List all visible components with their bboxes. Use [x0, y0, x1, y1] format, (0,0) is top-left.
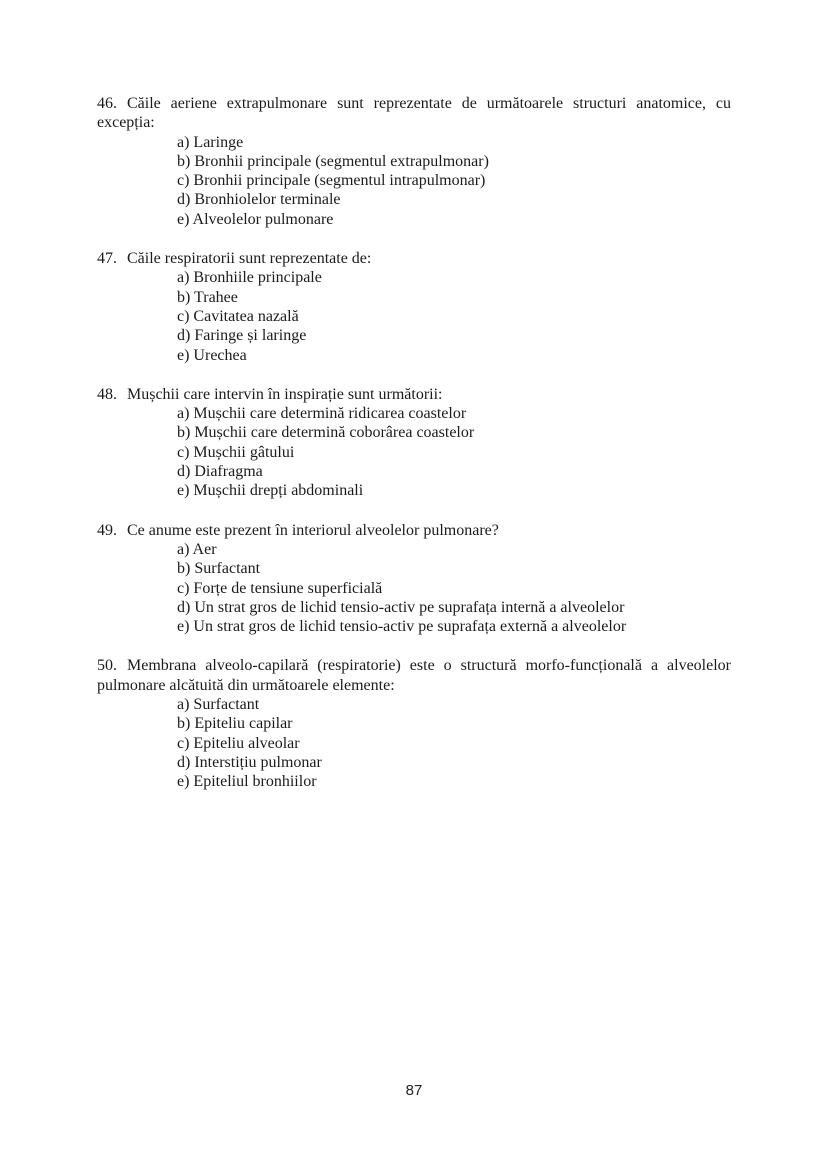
question-number: 49.	[97, 521, 117, 539]
option-item: c) Bronhii principale (segmentul intrapulmonar)	[177, 172, 486, 190]
question-heading	[97, 385, 731, 404]
question-text: Ce anume este prezent în interiorul alveolelor pulmonare?	[127, 521, 499, 539]
option-item: a) Surfactant	[177, 696, 260, 714]
option-item: d) Bronhiolelor terminale	[177, 191, 341, 209]
option-item: e) Un strat gros de lichid tensio-activ pe suprafața externă a alveolelor	[177, 618, 627, 636]
question-heading	[97, 94, 731, 133]
question-text: Mușchii care intervin în inspirație sunt următorii:	[127, 385, 443, 403]
question-block-47	[97, 249, 731, 365]
options-list	[97, 268, 731, 364]
option-item: d) Diafragma	[177, 463, 263, 481]
question-heading	[97, 521, 731, 540]
question-block-49	[97, 521, 731, 637]
question-number: 50.	[97, 657, 117, 675]
question-number: 48.	[97, 385, 117, 403]
questions-list	[97, 94, 731, 812]
question-block-46	[97, 94, 731, 229]
option-item: b) Epiteliu capilar	[177, 715, 293, 733]
options-list	[97, 133, 731, 229]
option-item: b) Surfactant	[177, 560, 261, 578]
option-item: d) Un strat gros de lichid tensio-activ pe suprafața internă a alveolelor	[177, 598, 625, 616]
option-item: c) Forțe de tensiune superficială	[177, 579, 383, 597]
option-item: a) Aer	[177, 540, 217, 558]
option-item: c) Mușchii gâtului	[177, 443, 295, 461]
option-item: b) Trahee	[177, 288, 238, 306]
option-item: e) Alveolelor pulmonare	[177, 210, 334, 228]
question-number: 47.	[97, 250, 117, 268]
option-item: d) Faringe și laringe	[177, 327, 307, 345]
page-number: 87	[405, 1082, 423, 1099]
option-item: b) Bronhii principale (segmentul extrapulmonar)	[177, 152, 489, 170]
option-item: e) Mușchii drepți abdominali	[177, 482, 364, 500]
option-item: a) Mușchii care determină ridicarea coastelor	[177, 405, 467, 423]
option-item: e) Urechea	[177, 346, 247, 364]
option-item: d) Interstițiu pulmonar	[177, 753, 322, 771]
question-block-48	[97, 385, 731, 501]
option-item: c) Epiteliu alveolar	[177, 734, 300, 752]
question-number: 46.	[97, 95, 117, 112]
question-text: Căile respiratorii sunt reprezentate de:	[127, 250, 372, 268]
option-item: a) Laringe	[177, 133, 244, 151]
option-item: e) Epiteliul bronhiilor	[177, 773, 317, 791]
option-item: a) Bronhiile principale	[177, 269, 322, 287]
option-item: b) Mușchii care determină coborârea coastelor	[177, 424, 475, 442]
options-list	[97, 695, 731, 791]
question-text: Membrana alveolo-capilară (respiratorie) este o structură morfo-funcțională a alveolelor pulmonare alcătuită din următoarele elemente:	[97, 657, 731, 694]
options-list	[97, 540, 731, 636]
question-heading	[97, 656, 731, 695]
options-list	[97, 404, 731, 500]
question-block-50	[97, 656, 731, 791]
question-text: Căile aeriene extrapulmonare sunt reprezentate de următoarele structuri anatomice, cu excepția:	[97, 95, 731, 132]
question-heading	[97, 249, 731, 268]
option-item: c) Cavitatea nazală	[177, 307, 299, 325]
